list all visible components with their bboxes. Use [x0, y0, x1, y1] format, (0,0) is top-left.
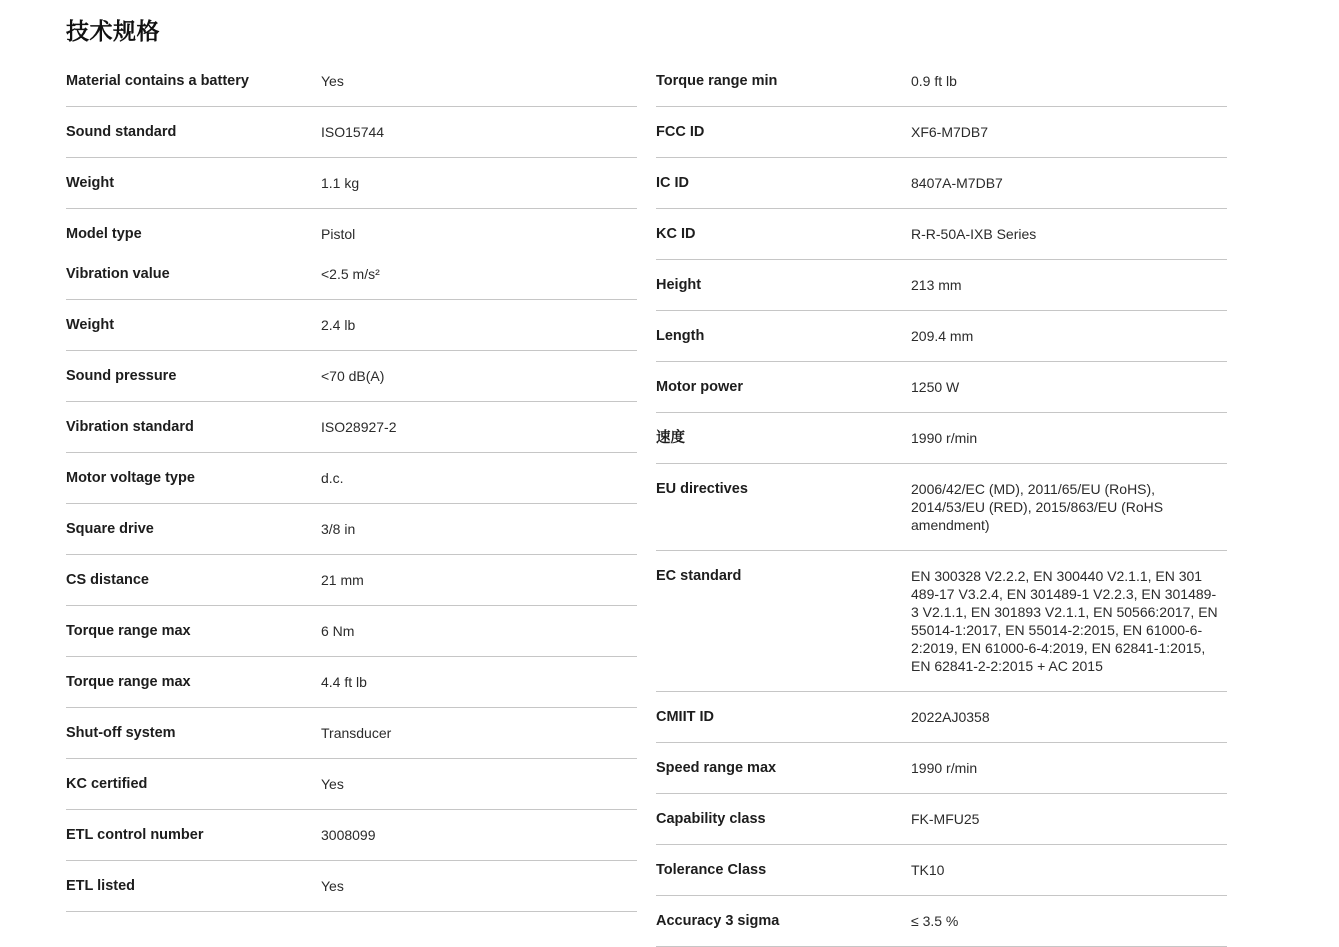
spec-label: Height: [656, 277, 702, 293]
spec-pair: [66, 367, 637, 385]
spec-row: [656, 845, 1227, 896]
spec-row: [656, 464, 1227, 551]
spec-row: [66, 107, 637, 158]
spec-label: Torque range min: [656, 73, 778, 89]
spec-label: 速度: [656, 430, 685, 446]
spec-row: [656, 362, 1227, 413]
spec-pair: [656, 759, 1227, 777]
spec-row: [66, 555, 637, 606]
spec-label: Sound pressure: [66, 368, 177, 384]
spec-row: [66, 606, 637, 657]
spec-label: CMIIT ID: [656, 709, 714, 725]
spec-label: KC certified: [66, 776, 148, 792]
spec-label: Shut-off system: [66, 725, 176, 741]
spec-row: [66, 759, 637, 810]
spec-row: [66, 810, 637, 861]
spec-value: 213 mm: [911, 277, 962, 293]
spec-pair: [656, 72, 1227, 90]
spec-label: FCC ID: [656, 124, 705, 140]
spec-pair: [66, 724, 637, 742]
spec-value: XF6-M7DB7: [911, 124, 989, 140]
spec-value: 8407A-M7DB7: [911, 175, 1003, 191]
spec-pair: [66, 775, 637, 793]
spec-label: Speed range max: [656, 760, 777, 776]
spec-label: ETL control number: [66, 827, 204, 843]
spec-row: [656, 260, 1227, 311]
spec-pair: [656, 123, 1227, 141]
spec-pair: [66, 174, 637, 192]
spec-value: 2006/42/EC (MD), 2011/65/EU (RoHS), 2014/53/EU (RED), 2015/863/EU (RoHS amendment): [911, 481, 1164, 533]
spec-pair: [656, 327, 1227, 345]
spec-value: <70 dB(A): [321, 368, 385, 384]
spec-row: [656, 692, 1227, 743]
spec-value: R-R-50A-IXB Series: [911, 226, 1037, 242]
spec-pair: [66, 622, 637, 640]
spec-label: Weight: [66, 175, 115, 191]
spec-row: [66, 300, 637, 351]
spec-value: 1990 r/min: [911, 760, 978, 776]
spec-row: [656, 896, 1227, 947]
spec-value: 2022AJ0358: [911, 709, 990, 725]
spec-column-left: [66, 56, 637, 912]
spec-pair: [66, 225, 637, 243]
spec-value: 1990 r/min: [911, 430, 978, 446]
spec-column-right: [656, 56, 1227, 947]
spec-value: ISO28927-2: [321, 419, 397, 435]
spec-row: [66, 504, 637, 555]
spec-pair: [66, 469, 637, 487]
spec-label: Vibration value: [66, 266, 170, 282]
spec-row: [656, 56, 1227, 107]
spec-row: [656, 209, 1227, 260]
spec-row: [66, 351, 637, 402]
spec-pair: [66, 673, 637, 691]
spec-pair: [66, 877, 637, 895]
spec-value: 1250 W: [911, 379, 960, 395]
spec-row: [656, 551, 1227, 692]
spec-row: [656, 158, 1227, 209]
spec-label: Torque range max: [66, 623, 191, 639]
spec-value: ≤ 3.5 %: [911, 913, 959, 929]
spec-value: Transducer: [321, 725, 392, 741]
spec-pair: [66, 826, 637, 844]
spec-value: Yes: [321, 878, 344, 894]
spec-value: d.c.: [321, 470, 344, 486]
spec-pair: [656, 429, 1227, 447]
spec-row: [656, 413, 1227, 464]
spec-label: KC ID: [656, 226, 696, 242]
spec-value: 209.4 mm: [911, 328, 974, 344]
spec-label: Capability class: [656, 811, 766, 827]
spec-pair: [66, 418, 637, 436]
spec-pair: [656, 861, 1227, 879]
spec-value: 21 mm: [321, 572, 364, 588]
spec-label: EC standard: [656, 568, 742, 584]
spec-label: Length: [656, 328, 705, 344]
spec-label: ETL listed: [66, 878, 136, 894]
spec-pair: [656, 810, 1227, 828]
spec-label: Motor voltage type: [66, 470, 195, 486]
spec-row: [66, 708, 637, 759]
spec-row: [66, 657, 637, 708]
spec-value: EN 300328 V2.2.2, EN 300440 V2.1.1, EN 301 489-17 V3.2.4, EN 301489-1 V2.2.3, EN 301489-3 V2.1.1, EN 301893 V2.1.1, EN 50566:2017, EN 55014-1:2017, EN 55014-2:2015, EN 61000-6-2:2019, EN 61000-6-4:2019, EN 62841-1:2015, EN 62841-2-2:2015 + AC 2015: [911, 568, 1218, 674]
spec-row: [66, 861, 637, 912]
spec-pair: [656, 480, 1227, 534]
spec-value: <2.5 m/s²: [321, 266, 380, 282]
spec-value: TK10: [911, 862, 945, 878]
spec-pair: [656, 225, 1227, 243]
spec-label: Vibration standard: [66, 419, 194, 435]
spec-value: 4.4 ft lb: [321, 674, 367, 690]
spec-row: [656, 107, 1227, 158]
spec-value: Pistol: [321, 226, 356, 242]
spec-label: Model type: [66, 226, 142, 242]
spec-value: 2.4 lb: [321, 317, 356, 333]
spec-label: Square drive: [66, 521, 154, 537]
spec-row: [66, 209, 637, 300]
spec-label: Sound standard: [66, 124, 177, 140]
spec-label: Material contains a battery: [66, 73, 249, 89]
spec-label: EU directives: [656, 481, 748, 497]
spec-label: Torque range max: [66, 674, 191, 690]
spec-row: [656, 311, 1227, 362]
spec-value: 0.9 ft lb: [911, 73, 957, 89]
spec-label: Accuracy 3 sigma: [656, 913, 780, 929]
spec-pair: [66, 316, 637, 334]
spec-row: [66, 56, 637, 107]
spec-grid: [66, 56, 1339, 947]
spec-label: Weight: [66, 317, 115, 333]
spec-row: [656, 743, 1227, 794]
spec-value: 1.1 kg: [321, 175, 360, 191]
spec-pair: [66, 265, 637, 283]
spec-value: Yes: [321, 73, 344, 89]
spec-pair: [656, 174, 1227, 192]
spec-row: [656, 794, 1227, 845]
spec-pair: [66, 571, 637, 589]
spec-pair: [66, 520, 637, 538]
spec-value: FK-MFU25: [911, 811, 980, 827]
spec-label: IC ID: [656, 175, 690, 191]
spec-pair: [66, 72, 637, 90]
spec-value: Yes: [321, 776, 344, 792]
spec-row: [66, 158, 637, 209]
spec-pair: [656, 708, 1227, 726]
page-title: 技术规格: [66, 18, 160, 44]
spec-row: [66, 453, 637, 504]
spec-label: CS distance: [66, 572, 149, 588]
spec-pair: [66, 123, 637, 141]
spec-pair: [656, 567, 1227, 675]
spec-pair: [656, 378, 1227, 396]
spec-pair: [656, 276, 1227, 294]
spec-value: 3/8 in: [321, 521, 356, 537]
spec-label: Motor power: [656, 379, 743, 395]
spec-value: ISO15744: [321, 124, 385, 140]
spec-value: 6 Nm: [321, 623, 355, 639]
spec-label: Tolerance Class: [656, 862, 767, 878]
spec-value: 3008099: [321, 827, 376, 843]
spec-pair: [656, 912, 1227, 930]
spec-row: [66, 402, 637, 453]
